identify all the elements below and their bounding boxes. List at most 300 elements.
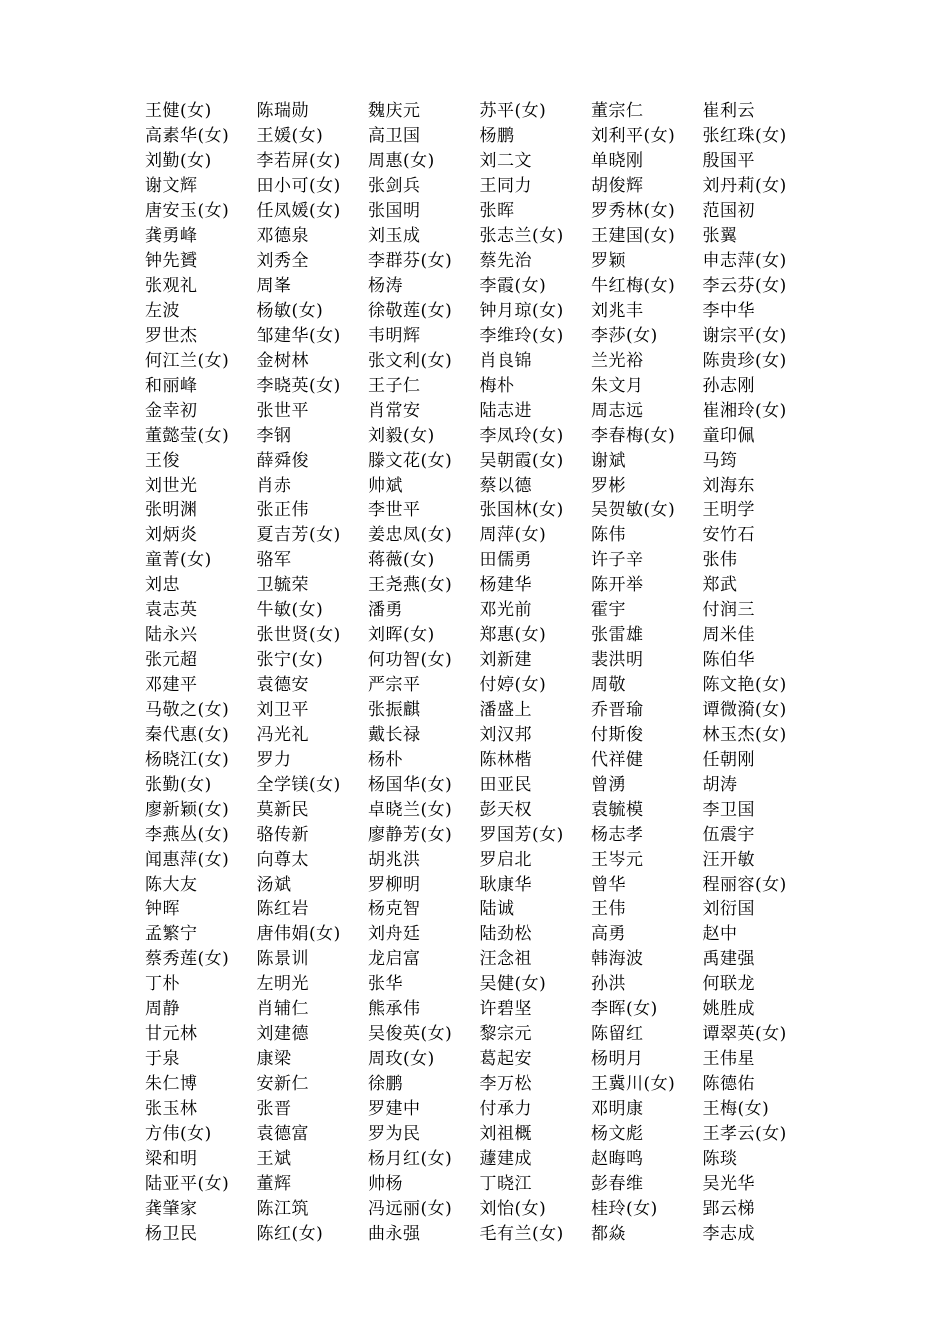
name-entry: 陈留红 [591,1024,644,1045]
name-entry: 郢云梯 [702,1198,755,1219]
name-entry: 张文利(女) [368,350,453,371]
name-entry: 陈景训 [256,949,309,970]
name-entry: 李群芬(女) [368,251,453,272]
name-entry: 林玉杰(女) [702,724,787,745]
name-entry: 蔡秀莲(女) [145,949,230,970]
name-row [145,772,845,797]
name-entry: 谢宗平(女) [702,325,787,346]
name-entry: 莫新民 [256,799,309,820]
name-entry: 郑惠(女) [479,625,547,646]
name-entry: 谢斌 [591,450,626,471]
name-entry: 陈伟 [591,525,626,546]
name-entry: 陈江筑 [256,1198,309,1219]
name-entry: 刘利平(女) [591,126,676,147]
name-entry: 邓德泉 [256,226,309,247]
name-entry: 帅斌 [368,475,403,496]
name-row [145,1221,845,1246]
name-entry: 安新仁 [256,1074,309,1095]
name-entry: 任凤媛(女) [256,201,341,222]
name-entry: 刘兆丰 [591,300,644,321]
name-entry: 李春梅(女) [591,425,676,446]
name-entry: 毛有兰(女) [479,1223,564,1244]
name-entry: 杨卫民 [145,1223,198,1244]
name-entry: 杨鹏 [479,126,515,147]
name-entry: 李中华 [702,300,755,321]
name-entry: 王岑元 [591,849,644,870]
name-row [145,797,845,822]
name-entry: 谭翠英(女) [702,1024,787,1045]
name-row [145,448,845,473]
name-entry: 代祥健 [591,749,644,770]
name-entry: 周萍(女) [479,525,547,546]
name-entry: 许子辛 [591,550,644,571]
name-entry: 彭天权 [479,799,532,820]
name-entry: 牛红梅(女) [591,276,676,297]
name-entry: 高卫国 [368,126,421,147]
name-entry: 陈林楷 [479,749,532,770]
name-entry: 刘祖概 [479,1123,532,1144]
name-row [145,922,845,947]
name-entry: 罗彬 [591,475,626,496]
name-entry: 田亚民 [479,774,532,795]
name-entry: 金树林 [256,350,309,371]
name-entry: 王伟星 [702,1049,755,1070]
name-entry: 张正伟 [256,500,309,521]
name-entry: 苏平(女) [479,101,547,122]
name-entry: 袁德安 [256,675,309,696]
name-entry: 薛舜俊 [256,450,309,471]
name-row [145,747,845,772]
name-entry: 马筠 [702,450,738,471]
name-row [145,847,845,872]
name-entry: 李钢 [256,425,292,446]
name-entry: 陈贵珍(女) [702,350,787,371]
name-entry: 都焱 [591,1223,626,1244]
name-entry: 伍震宇 [702,824,755,845]
name-entry: 唐安玉(女) [145,201,230,222]
name-entry: 方伟(女) [145,1123,212,1144]
name-entry: 刘丹莉(女) [702,176,787,197]
name-entry: 张世平 [256,400,309,421]
name-row [145,249,845,274]
name-entry: 甘元林 [145,1024,198,1045]
name-entry: 肖赤 [256,475,292,496]
name-entry: 陈瑞勋 [256,101,309,122]
name-entry: 邓建平 [145,675,198,696]
name-entry: 杨文彪 [591,1123,644,1144]
name-entry: 张剑兵 [368,176,421,197]
name-entry: 滕文花(女) [368,450,453,471]
name-row [145,1072,845,1097]
name-entry: 陆永兴 [145,625,198,646]
name-entry: 帅杨 [368,1173,403,1194]
name-entry: 何功智(女) [368,650,453,671]
name-entry: 汪开敏 [702,849,755,870]
name-row [145,323,845,348]
name-entry: 张伟 [702,550,738,571]
name-entry: 黎宗元 [479,1024,532,1045]
name-entry: 张振麒 [368,699,421,720]
name-entry: 桂玲(女) [591,1198,658,1219]
name-row [145,498,845,523]
name-entry: 李万松 [479,1074,532,1095]
name-row [145,648,845,673]
name-entry: 刘新建 [479,650,532,671]
name-entry: 殷国平 [702,151,755,172]
name-entry: 张志兰(女) [479,226,564,247]
name-entry: 孙志刚 [702,375,755,396]
name-entry: 李晖(女) [591,999,658,1020]
name-row [145,199,845,224]
name-entry: 张国明 [368,201,421,222]
name-row [145,623,845,648]
name-entry: 魏庆元 [368,101,421,122]
name-entry: 任朝刚 [702,749,755,770]
name-entry: 严宗平 [368,675,421,696]
name-entry: 高勇 [591,924,626,945]
name-entry: 罗为民 [368,1123,421,1144]
name-row [145,1196,845,1221]
name-row [145,573,845,598]
name-entry: 张世贤(女) [256,625,341,646]
name-entry: 刘海东 [702,475,755,496]
name-row [145,822,845,847]
name-entry: 王同力 [479,176,532,197]
name-entry: 陆亚平(女) [145,1173,230,1194]
name-row [145,99,845,124]
name-entry: 钟月琼(女) [479,300,564,321]
name-entry: 骆军 [256,550,292,571]
name-entry: 陈文艳(女) [702,675,787,696]
name-row [145,224,845,249]
name-entry: 陈伯华 [702,650,755,671]
name-entry: 杨克智 [368,899,421,920]
name-entry: 陆志进 [479,400,532,421]
name-entry: 杨明月 [591,1049,644,1070]
name-entry: 廖新颖(女) [145,799,230,820]
name-entry: 曾湧 [591,774,626,795]
name-entry: 董辉 [256,1173,292,1194]
name-entry: 杨朴 [368,749,403,770]
name-entry: 葛起安 [479,1049,532,1070]
name-entry: 潘盛上 [479,699,532,720]
name-entry: 卫毓荣 [256,575,309,596]
name-entry: 肖良锦 [479,350,532,371]
name-row [145,598,845,623]
name-entry: 吴健(女) [479,974,547,995]
name-row [145,124,845,149]
name-entry: 潘勇 [368,600,403,621]
name-row [145,149,845,174]
name-entry: 周静 [145,999,180,1020]
name-entry: 杨月红(女) [368,1148,453,1169]
name-row [145,423,845,448]
name-row [145,972,845,997]
name-entry: 崔湘玲(女) [702,400,787,421]
name-entry: 霍宇 [591,600,626,621]
name-entry: 赵中 [702,924,738,945]
name-entry: 王伟 [591,899,626,920]
name-row [145,1047,845,1072]
name-entry: 陈红(女) [256,1223,324,1244]
name-entry: 和丽峰 [145,375,198,396]
name-row [145,897,845,922]
name-entry: 李维玲(女) [479,325,564,346]
name-entry: 刘世光 [145,475,198,496]
name-entry: 秦代惠(女) [145,724,230,745]
name-row [145,872,845,897]
name-row [145,1022,845,1047]
name-row [145,174,845,199]
name-row [145,274,845,299]
name-entry: 冯光礼 [256,724,309,745]
name-entry: 龙启富 [368,949,421,970]
name-entry: 骆传新 [256,824,309,845]
name-entry: 张宁(女) [256,650,324,671]
name-entry: 夏吉芳(女) [256,525,341,546]
name-entry: 曾华 [591,874,626,895]
name-entry: 周玫(女) [368,1049,435,1070]
name-entry: 钟晖 [145,899,180,920]
name-entry: 罗启北 [479,849,532,870]
name-entry: 罗颖 [591,251,626,272]
name-entry: 吴俊英(女) [368,1024,453,1045]
name-entry: 冯远丽(女) [368,1198,453,1219]
name-entry: 廖静芳(女) [368,824,453,845]
name-entry: 孙洪 [591,974,626,995]
name-entry: 李若屏(女) [256,151,341,172]
name-entry: 刘二文 [479,151,532,172]
name-entry: 刘怡(女) [479,1198,547,1219]
name-entry: 于泉 [145,1049,180,1070]
name-entry: 兰光裕 [591,350,644,371]
name-entry: 张翼 [702,226,738,247]
name-entry: 罗柳明 [368,874,421,895]
name-entry: 罗建中 [368,1098,421,1119]
name-entry: 袁德富 [256,1123,309,1144]
name-entry: 张雷雄 [591,625,644,646]
name-entry: 刘晖(女) [368,625,435,646]
name-entry: 罗世杰 [145,325,198,346]
name-entry: 王俊 [145,450,180,471]
name-entry: 胡兆洪 [368,849,421,870]
name-entry: 蘧建成 [479,1148,532,1169]
name-entry: 金幸初 [145,400,198,421]
name-row [145,673,845,698]
name-row [145,1171,845,1196]
name-entry: 刘汉邦 [479,724,532,745]
name-entry: 左波 [145,300,180,321]
name-entry: 刘舟廷 [368,924,421,945]
name-entry: 张观礼 [145,276,198,297]
name-entry: 杨志孝 [591,824,644,845]
name-entry: 钟先贇 [145,251,198,272]
name-entry: 马敬之(女) [145,699,230,720]
name-entry: 胡涛 [702,774,738,795]
name-entry: 张勤(女) [145,774,212,795]
name-entry: 何江兰(女) [145,350,230,371]
name-entry: 许碧坚 [479,999,532,1020]
name-entry: 卓晓兰(女) [368,799,453,820]
name-row [145,698,845,723]
name-entry: 朱文月 [591,375,644,396]
name-entry: 左明光 [256,974,309,995]
name-entry: 申志萍(女) [702,251,787,272]
name-entry: 王梅(女) [702,1098,770,1119]
name-entry: 周米佳 [702,625,755,646]
name-entry: 徐鹏 [368,1074,403,1095]
name-entry: 陆诚 [479,899,515,920]
name-row [145,997,845,1022]
name-entry: 赵晦鸣 [591,1148,644,1169]
name-row [145,523,845,548]
name-list [145,99,845,1246]
name-entry: 姚胜成 [702,999,755,1020]
name-entry: 杨国华(女) [368,774,453,795]
name-entry: 徐敬莲(女) [368,300,453,321]
name-entry: 杨建华 [479,575,532,596]
name-entry: 邹建华(女) [256,325,341,346]
name-entry: 付婷(女) [479,675,547,696]
name-entry: 周敬 [591,675,626,696]
name-entry: 邓光前 [479,600,532,621]
name-entry: 唐伟娟(女) [256,924,341,945]
name-entry: 田儒勇 [479,550,532,571]
name-entry: 刘勤(女) [145,151,212,172]
name-entry: 王孝云(女) [702,1123,787,1144]
name-entry: 刘毅(女) [368,425,435,446]
name-entry: 丁晓江 [479,1173,532,1194]
name-entry: 张华 [368,974,403,995]
name-entry: 高素华(女) [145,126,230,147]
name-entry: 单晓刚 [591,151,644,172]
name-entry: 谢文辉 [145,176,198,197]
name-entry: 陈大友 [145,874,198,895]
name-entry: 陈红岩 [256,899,309,920]
name-entry: 罗力 [256,749,292,770]
name-entry: 程丽容(女) [702,874,787,895]
name-entry: 杨涛 [368,276,403,297]
name-entry: 周峯 [256,276,292,297]
name-entry: 安竹石 [702,525,755,546]
name-entry: 董懿莹(女) [145,425,230,446]
name-entry: 童菁(女) [145,550,212,571]
name-entry: 李霞(女) [479,276,547,297]
name-entry: 梁和明 [145,1148,198,1169]
name-entry: 张晖 [479,201,515,222]
name-entry: 李莎(女) [591,325,658,346]
name-entry: 刘忠 [145,575,180,596]
name-entry: 张国林(女) [479,500,564,521]
name-entry: 韩海波 [591,949,644,970]
name-entry: 童印佩 [702,425,755,446]
name-entry: 张元超 [145,650,198,671]
name-entry: 陈琰 [702,1148,738,1169]
name-entry: 田小可(女) [256,176,341,197]
name-row [145,1121,845,1146]
name-entry: 姜忠凤(女) [368,525,453,546]
name-entry: 李云芬(女) [702,276,787,297]
name-entry: 何联龙 [702,974,755,995]
name-entry: 陈开举 [591,575,644,596]
name-row [145,722,845,747]
name-entry: 李晓英(女) [256,375,341,396]
name-entry: 陈德佑 [702,1074,755,1095]
name-entry: 王媛(女) [256,126,324,147]
name-entry: 李燕丛(女) [145,824,230,845]
name-entry: 胡俊辉 [591,176,644,197]
name-entry: 丁朴 [145,974,180,995]
name-entry: 罗秀林(女) [591,201,676,222]
name-row [145,1146,845,1171]
name-entry: 王尧燕(女) [368,575,453,596]
name-entry: 李凤玲(女) [479,425,564,446]
name-entry: 刘炳炎 [145,525,198,546]
name-entry: 闻惠萍(女) [145,849,230,870]
name-entry: 付斯俊 [591,724,644,745]
name-entry: 全学镁(女) [256,774,341,795]
name-entry: 韦明辉 [368,325,421,346]
name-entry: 刘秀全 [256,251,309,272]
name-entry: 刘衍国 [702,899,755,920]
name-entry: 杨晓江(女) [145,749,230,770]
name-row [145,473,845,498]
name-entry: 范国初 [702,201,755,222]
name-entry: 付润三 [702,600,755,621]
name-entry: 邓明康 [591,1098,644,1119]
name-entry: 熊承伟 [368,999,421,1020]
name-entry: 吴朝霞(女) [479,450,564,471]
name-row [145,1097,845,1122]
name-entry: 谭微漪(女) [702,699,787,720]
name-row [145,548,845,573]
name-entry: 王冀川(女) [591,1074,676,1095]
name-entry: 梅朴 [479,375,515,396]
name-entry: 李卫国 [702,799,755,820]
name-row [145,398,845,423]
name-entry: 张红珠(女) [702,126,787,147]
name-entry: 龚勇峰 [145,226,198,247]
name-entry: 张玉林 [145,1098,198,1119]
name-entry: 周惠(女) [368,151,435,172]
name-entry: 肖辅仁 [256,999,309,1020]
name-entry: 刘玉成 [368,226,421,247]
name-row [145,299,845,324]
name-entry: 蒋薇(女) [368,550,435,571]
name-entry: 朱仁博 [145,1074,198,1095]
name-entry: 袁志英 [145,600,198,621]
name-entry: 乔晋瑜 [591,699,644,720]
name-entry: 陆劲松 [479,924,532,945]
name-entry: 王斌 [256,1148,292,1169]
name-entry: 王明学 [702,500,755,521]
name-entry: 裴洪明 [591,650,644,671]
name-entry: 董宗仁 [591,101,644,122]
name-entry: 张明渊 [145,500,198,521]
name-entry: 曲永强 [368,1223,421,1244]
name-entry: 吴贺敏(女) [591,500,676,521]
name-entry: 吴光华 [702,1173,755,1194]
name-entry: 彭春维 [591,1173,644,1194]
name-entry: 耿康华 [479,874,532,895]
name-entry: 向尊太 [256,849,309,870]
name-entry: 李世平 [368,500,421,521]
name-row [145,348,845,373]
name-entry: 周志远 [591,400,644,421]
name-entry: 肖常安 [368,400,421,421]
name-entry: 蔡以德 [479,475,532,496]
name-entry: 王建国(女) [591,226,676,247]
